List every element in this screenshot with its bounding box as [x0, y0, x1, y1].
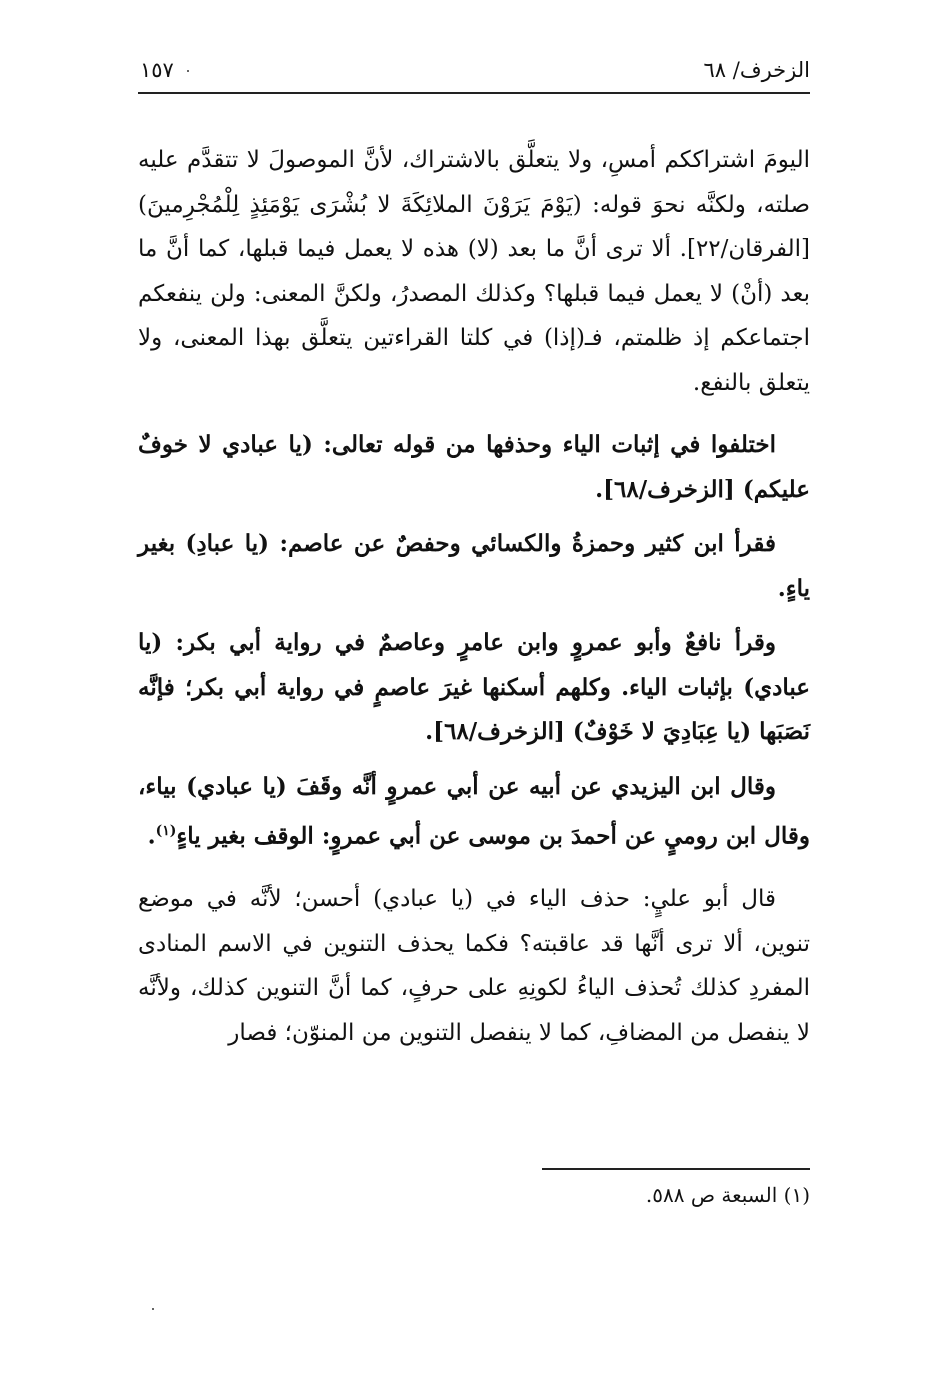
scan-speck	[152, 1308, 154, 1310]
paragraph-waqf-report	[138, 765, 810, 860]
footnote-reference[interactable]: (١)	[155, 823, 177, 839]
sentence-end: .	[147, 822, 156, 850]
running-title: الزخرف/ ٦٨	[703, 58, 810, 82]
scan-speck	[187, 70, 189, 72]
footnote-text: (١) السبعة ص ٥٨٨.	[645, 1183, 810, 1207]
paragraph-grammar-note: اليومَ اشتراككم أمسِ، ولا يتعلَّق بالاشتراك، لأنَّ الموصولَ لا تتقدَّم عليه صلته، ولكنَّه نحوَ قوله: (يَوْمَ يَرَوْنَ الملائِكَةَ لا بُشْرَى يَوْمَئِذٍ لِلْمُجْرِمينَ) [الفرقان/٢٢]. ألا ترى أنَّ ما بعد (لا) هذه لا يعمل فيما قبلها، كما أنَّ ما بعد (أنْ) لا يعمل فيما قبلها؟ وكذلك المصدرُ، ولكنَّ المعنى: ولن ينفعكم اجتماعكم إذ ظلمتم، فـ(إذا) في كلتا القراءتين يتعلَّق بهذا المعنى، ولا يتعلق بالنفع.	[138, 147, 810, 396]
waqf-report-text: وقال ابن اليزيدي عن أبيه عن أبي عمروٍ أنَّه وقَفَ (يا عبادي) بياء، وقال ابن روميٍ عن أحمدَ بن موسى عن أبي عمروٍ: الوقف بغير ياءٍ	[138, 772, 810, 850]
page-number: ١٥٧	[140, 58, 174, 82]
paragraph-reading-without-ya: فقرأ ابن كثير وحمزةُ والكسائي وحفصٌ عن عاصم: (يا عبادِ) بغير ياءٍ.	[138, 530, 810, 602]
page-header	[138, 52, 810, 94]
paragraph-abu-ali-commentary: قال أبو عليٍ: حذف الياء في (يا عبادي) أحسن؛ لأنَّه في موضع تنوين، ألا ترى أنَّها قد عاقبته؟ فكما يحذف التنوين في الاسم المنادى المفردِ كذلك تُحذف الياءُ لكونِهِ على حرفٍ، كما أنَّ التنوين كذلك، ولأنَّه لا ينفصل من المضافِ، كما لا ينفصل التنوين من المنوّن؛ فصار	[138, 886, 810, 1046]
paragraph-disagreement: اختلفوا في إثبات الياء وحذفها من قوله تعالى: (يا عبادي لا خوفٌ عليكم) [الزخرف/٦٨].	[138, 431, 810, 503]
paragraph-reading-with-ya: وقرأ نافعٌ وأبو عمروٍ وابن عامرٍ وعاصمٌ في رواية أبي بكر: (يا عبادي) بإثبات الياء. وكلهم أسكنها غيرَ عاصمٍ في رواية أبي بكر؛ فإنَّه نَصَبَها (يا عِبَادِيَ لا خَوْفٌ) [الزخرف/٦٨].	[138, 629, 810, 745]
footnote-divider	[542, 1168, 810, 1170]
page-body	[138, 138, 810, 1055]
